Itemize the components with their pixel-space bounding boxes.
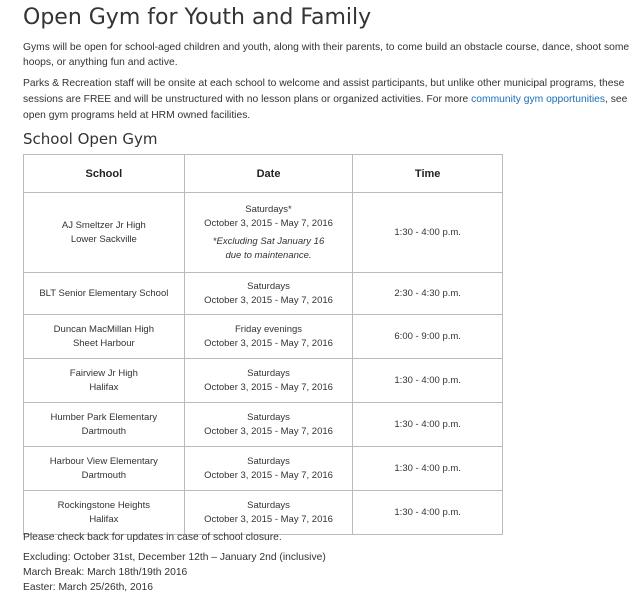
time-cell: 1:30 - 4:00 p.m. [353,359,503,403]
community-gym-link[interactable]: community gym opportunities [471,94,606,105]
school-location: Dartmouth [81,425,127,437]
school-location: Sheet Harbour [72,337,135,349]
time-cell: 1:30 - 4:00 p.m. [353,403,503,447]
section-title: School Open Gym [23,130,158,148]
date-day: Saturdays [247,411,290,423]
table-row [24,403,503,447]
staff-text-after: , see open gym programs held at HRM owned facilities. [23,94,628,121]
date-day: Friday evenings [234,323,303,335]
date-note [189,235,349,263]
excluding-dates: Excluding: October 31st, December 12th – January 2nd (inclusive) [23,552,326,563]
school-cell [24,359,185,403]
header-time: Time [353,155,503,193]
time-cell: 1:30 - 4:00 p.m. [353,447,503,491]
date-day: Saturdays [247,455,290,467]
school-name: AJ Smeltzer Jr High [61,219,146,231]
closure-note: Please check back for updates in case of school closure. [23,532,282,543]
date-day: Saturdays [247,499,290,511]
time-cell: 1:30 - 4:00 p.m. [353,491,503,535]
page-title: Open Gym for Youth and Family [23,5,372,30]
school-cell [24,447,185,491]
date-range: October 3, 2015 - May 7, 2016 [204,381,333,393]
staff-paragraph [23,76,637,124]
table-row [24,491,503,535]
table-row [24,273,503,315]
time-cell: 2:30 - 4:30 p.m. [353,273,503,315]
school-name: Duncan MacMillan High [53,323,154,335]
time-cell: 1:30 - 4:00 p.m. [353,193,503,273]
school-name: Rockingstone Heights [57,499,151,511]
school-location: Lower Sackville [70,233,137,245]
date-cell [184,273,353,315]
header-school: School [24,155,185,193]
date-range: October 3, 2015 - May 7, 2016 [204,217,333,229]
date-range: October 3, 2015 - May 7, 2016 [204,337,333,349]
school-location: Dartmouth [81,469,127,481]
date-cell [184,447,353,491]
march-break: March Break: March 18th/19th 2016 [23,567,188,578]
date-day: Saturdays [247,280,290,292]
school-name: Harbour View Elementary [49,455,158,467]
date-range: October 3, 2015 - May 7, 2016 [204,469,333,481]
easter: Easter: March 25/26th, 2016 [23,582,153,593]
date-cell [184,315,353,359]
table-header-row [24,155,503,193]
school-name: Humber Park Elementary [50,411,158,423]
table-row [24,359,503,403]
school-name: Fairview Jr High [69,367,138,379]
date-range: October 3, 2015 - May 7, 2016 [204,425,333,437]
date-range: October 3, 2015 - May 7, 2016 [204,294,333,306]
staff-text-before: Parks & Recreation staff will be onsite at each school to welcome and assist participants, but unlike other municipal programs, these sessions are FREE and will be unstructured with no lesson plans or organized activities. For more [23,78,625,105]
date-cell [184,193,353,273]
date-day: Saturdays* [245,203,292,215]
school-cell [24,491,185,535]
date-note-line2: due to maintenance. [225,249,312,261]
open-gym-table [23,154,503,535]
date-day: Saturdays [247,367,290,379]
date-range: October 3, 2015 - May 7, 2016 [204,513,333,525]
date-note-line1: *Excluding Sat January 16 [212,235,325,247]
school-cell: BLT Senior Elementary School [24,273,185,315]
table-row [24,315,503,359]
school-location: Halifax [89,513,119,525]
date-cell [184,403,353,447]
table-row [24,193,503,273]
school-cell [24,193,185,273]
school-location: Halifax [89,381,119,393]
date-cell [184,359,353,403]
school-cell [24,315,185,359]
date-cell [184,491,353,535]
table-row [24,447,503,491]
intro-paragraph: Gyms will be open for school-aged children and youth, along with their parents, to come build an obstacle course, dance, shoot some hoops, or anything fun and active. [23,42,630,68]
time-cell: 6:00 - 9:00 p.m. [353,315,503,359]
school-cell [24,403,185,447]
header-date: Date [184,155,353,193]
